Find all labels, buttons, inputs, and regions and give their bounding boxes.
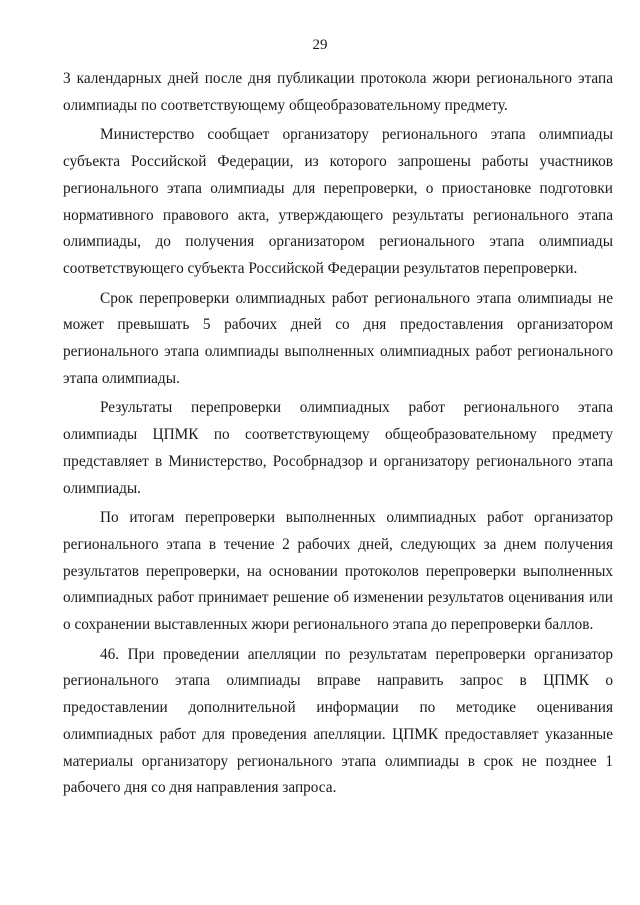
paragraph-recheck-results: Результаты перепроверки олимпиадных работ регионального этапа олимпиады ЦПМК по соответствующему общеобразовательному предмету представляет в Министерство, Рособрнадзор и организатору регионального этапа олимпиады. <box>63 399 613 497</box>
paragraph-item-46: 46. При проведении апелляции по результатам перепроверки организатор регионального этапа олимпиады вправе направить запрос в ЦПМК о предоставлении дополнительной информации по методике оценивания олимпиадных работ для проведения апелляции. ЦПМК предоставляет указанные материалы организатору регионального этапа олимпиады в срок не позднее 1 рабочего дня со дня направления запроса. <box>63 645 613 797</box>
document-body <box>63 66 613 805</box>
paragraph-recheck-deadline: Срок перепроверки олимпиадных работ регионального этапа олимпиады не может превышать 5 рабочих дней со дня предоставления организатором регионального этапа олимпиады выполненных олимпиадных работ регионального этапа олимпиады. <box>63 289 613 387</box>
page-number: 29 <box>312 37 328 53</box>
paragraph-recheck-decision: По итогам перепроверки выполненных олимпиадных работ организатор регионального этапа в течение 2 рабочих дней, следующих за днем получения результатов перепроверки, на основании протоколов перепроверки выполненных олимпиадных работ принимает решение об изменении результатов оценивания или о сохранении выставленных жюри регионального этапа до перепроверки баллов. <box>63 509 613 634</box>
paragraph-continuation: 3 календарных дней после дня публикации протокола жюри регионального этапа олимпиады по соответствующему общеобразовательному предмету. <box>63 70 613 114</box>
paragraph-ministry-notice: Министерство сообщает организатору регионального этапа олимпиады субъекта Российской Федерации, из которого запрошены работы участников регионального этапа олимпиады для перепроверки, о приостановке подготовки нормативного правового акта, утверждающего результаты регионального этапа олимпиады, до получения организатором регионального этапа олимпиады соответствующего субъекта Российской Федерации результатов перепроверки. <box>63 126 613 277</box>
